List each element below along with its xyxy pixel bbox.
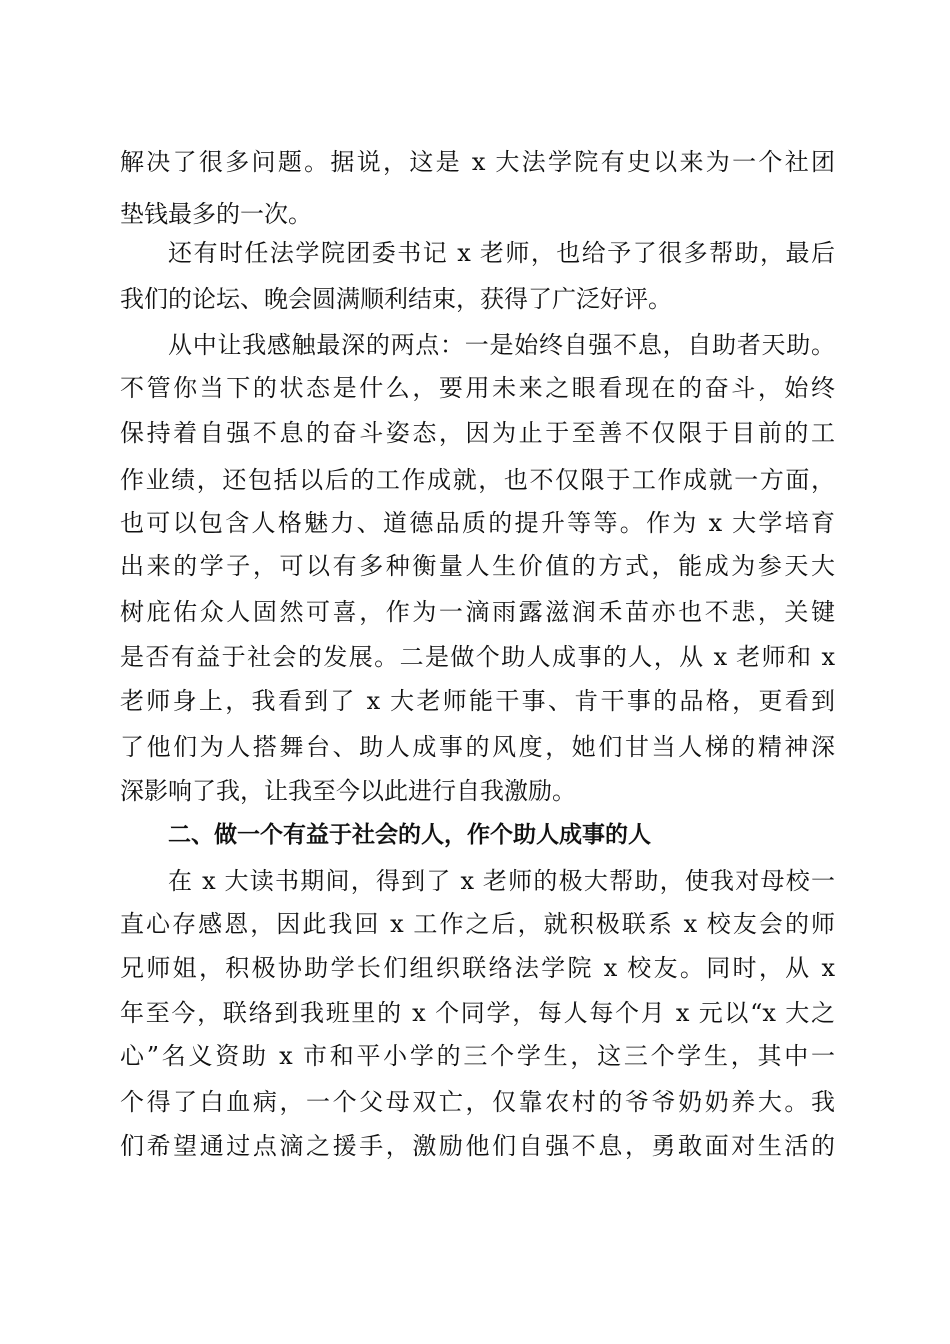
text-line-10: 出来的学子，可以有多种衡量人生价值的方式，能成为参天大	[120, 552, 835, 580]
text-line-22: 个得了白血病，一个父母双亡，仅靠农村的爷爷奶奶养大。我	[120, 1088, 835, 1116]
text-line-21: 心”名义资助 x 市和平小学的三个学生，这三个学生，其中一	[120, 1042, 835, 1070]
text-line-9: 也可以包含人格魅力、道德品质的提升等等。作为 x 大学培育	[120, 509, 835, 537]
text-line-6: 不管你当下的状态是什么，要用未来之眼看现在的奋斗，始终	[120, 374, 835, 402]
text-line-13: 老师身上，我看到了 x 大老师能干事、肯干事的品格，更看到	[120, 687, 835, 715]
text-line-18: 直心存感恩，因此我回 x 工作之后，就积极联系 x 校友会的师	[120, 910, 835, 938]
text-line-3: 还有时任法学院团委书记 x 老师，也给予了很多帮助，最后	[168, 239, 835, 267]
section-heading: 二、做一个有益于社会的人，作个助人成事的人	[168, 822, 651, 848]
text-line-19: 兄师姐，积极协助学长们组织联络法学院 x 校友。同时，从 x	[120, 954, 835, 982]
text-line-7: 保持着自强不息的奋斗姿态，因为止于至善不仅限于目前的工	[120, 419, 835, 447]
text-line-20: 年至今，联络到我班里的 x 个同学，每人每个月 x 元以“x 大之	[120, 999, 835, 1027]
text-line-15: 深影响了我，让我至今以此进行自我激励。	[120, 777, 576, 805]
text-line-1: 解决了很多问题。据说，这是 x 大法学院有史以来为一个社团	[120, 148, 835, 176]
text-line-11: 树庇佑众人固然可喜，作为一滴雨露滋润禾苗亦也不悲，关键	[120, 598, 835, 626]
text-line-12: 是否有益于社会的发展。二是做个助人成事的人，从 x 老师和 x	[120, 643, 835, 671]
text-line-17: 在 x 大读书期间，得到了 x 老师的极大帮助，使我对母校一	[168, 867, 835, 895]
text-line-14: 了他们为人搭舞台、助人成事的风度，她们甘当人梯的精神深	[120, 733, 835, 761]
text-line-4: 我们的论坛、晚会圆满顺利结束，获得了广泛好评。	[120, 285, 672, 313]
text-line-2: 垫钱最多的一次。	[120, 200, 312, 228]
text-line-5: 从中让我感触最深的两点：一是始终自强不息，自助者天助。	[168, 331, 835, 359]
text-line-23: 们希望通过点滴之援手，激励他们自强不息，勇敢面对生活的	[120, 1132, 835, 1160]
text-line-8: 作业绩，还包括以后的工作成就，也不仅限于工作成就一方面，	[120, 466, 835, 494]
